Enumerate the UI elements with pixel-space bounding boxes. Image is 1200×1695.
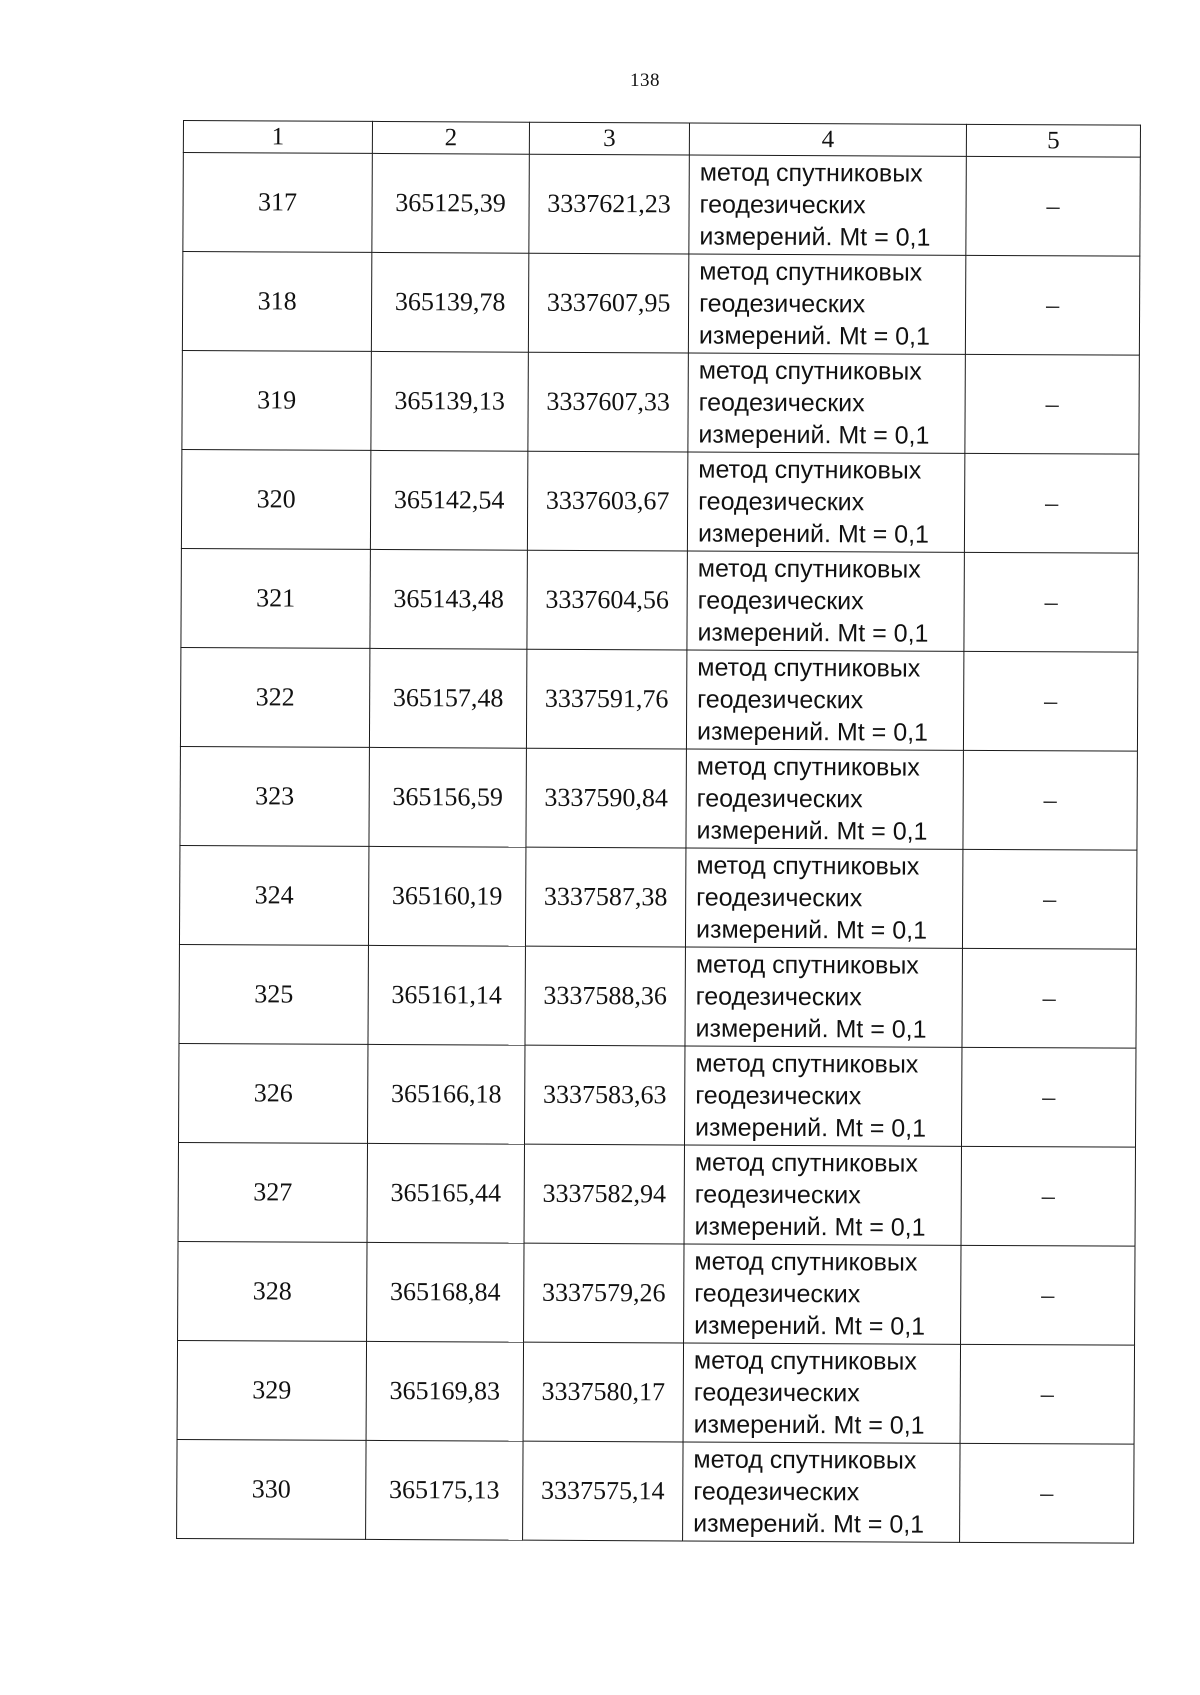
table-row xyxy=(178,1142,1135,1246)
coordinate-x-cell: 365161,14 xyxy=(368,945,525,1045)
method-line: метод спутниковых xyxy=(695,950,919,980)
coordinates-table xyxy=(176,120,1141,1544)
method-cell xyxy=(688,353,965,453)
column-header-3: 3 xyxy=(529,122,689,155)
method-line: измерений. Mt = 0,1 xyxy=(697,618,929,648)
method-line: геодезических xyxy=(694,1180,861,1210)
point-number-cell: 324 xyxy=(179,845,368,945)
coordinate-x-cell: 365142,54 xyxy=(370,450,527,550)
method-cell xyxy=(688,254,965,354)
note-cell: – xyxy=(960,1443,1134,1543)
point-number-cell: 330 xyxy=(177,1439,366,1539)
note-cell: – xyxy=(961,1146,1135,1246)
method-line: геодезических xyxy=(699,190,866,220)
table-row xyxy=(182,350,1139,454)
note-cell: – xyxy=(960,1344,1134,1444)
table-row xyxy=(179,845,1136,949)
method-line: метод спутниковых xyxy=(695,1049,919,1079)
note-cell: – xyxy=(963,651,1137,751)
note-cell: – xyxy=(965,255,1139,355)
method-line: метод спутниковых xyxy=(697,554,921,584)
method-line: геодезических xyxy=(695,1081,862,1111)
note-cell: – xyxy=(964,552,1138,652)
method-line: измерений. Mt = 0,1 xyxy=(696,717,929,747)
table-body xyxy=(177,153,1141,1544)
coordinate-y-cell: 3337607,33 xyxy=(528,352,688,452)
note-cell: – xyxy=(966,156,1140,256)
coordinate-y-cell: 3337607,95 xyxy=(528,253,688,353)
coordinate-y-cell: 3337621,23 xyxy=(529,154,689,254)
point-number-cell: 328 xyxy=(178,1241,367,1341)
note-cell: – xyxy=(961,1047,1135,1147)
column-header-4: 4 xyxy=(689,123,966,156)
table-row xyxy=(180,746,1137,850)
method-line: измерений. Mt = 0,1 xyxy=(694,1212,926,1242)
page-number: 138 xyxy=(630,70,660,91)
table-row xyxy=(179,1043,1136,1147)
method-line: измерений. Mt = 0,1 xyxy=(695,1014,927,1044)
point-number-cell: 320 xyxy=(181,449,370,549)
method-cell xyxy=(684,1145,961,1245)
point-number-cell: 321 xyxy=(181,548,370,648)
coordinate-x-cell: 365157,48 xyxy=(369,648,526,748)
method-line: метод спутниковых xyxy=(696,851,920,881)
note-cell: – xyxy=(962,849,1136,949)
method-line: метод спутниковых xyxy=(699,257,923,287)
method-cell xyxy=(689,155,966,255)
method-line: геодезических xyxy=(697,685,864,715)
point-number-cell: 318 xyxy=(182,252,371,352)
method-line: метод спутниковых xyxy=(693,1445,917,1475)
coordinate-y-cell: 3337580,17 xyxy=(523,1342,683,1442)
table-row xyxy=(179,944,1136,1048)
method-line: измерений. Mt = 0,1 xyxy=(698,420,930,450)
method-line: метод спутниковых xyxy=(699,158,923,188)
coordinate-x-cell: 365165,44 xyxy=(367,1143,524,1243)
note-cell: – xyxy=(961,1245,1135,1345)
method-line: геодезических xyxy=(698,487,865,517)
point-number-cell: 325 xyxy=(179,944,368,1044)
coordinate-x-cell: 365175,13 xyxy=(366,1440,523,1540)
table-row xyxy=(182,252,1139,356)
table-row xyxy=(183,153,1140,257)
note-cell: – xyxy=(962,948,1136,1048)
method-line: геодезических xyxy=(697,586,864,616)
method-cell xyxy=(684,1244,961,1344)
coordinate-y-cell: 3337587,38 xyxy=(525,847,685,947)
method-line: метод спутниковых xyxy=(697,653,921,683)
method-line: измерений. Mt = 0,1 xyxy=(695,915,928,945)
method-line: геодезических xyxy=(693,1477,860,1507)
coordinate-y-cell: 3337604,56 xyxy=(527,550,687,650)
coordinate-x-cell: 365166,18 xyxy=(368,1044,525,1144)
method-cell xyxy=(685,947,962,1047)
method-line: метод спутниковых xyxy=(694,1247,918,1277)
table-header-row xyxy=(183,121,1140,158)
method-cell xyxy=(687,551,964,651)
table-row xyxy=(180,647,1137,751)
method-cell xyxy=(685,848,962,948)
coordinate-y-cell: 3337603,67 xyxy=(527,451,687,551)
method-line: геодезических xyxy=(696,883,863,913)
coordinate-x-cell: 365139,13 xyxy=(371,351,528,451)
point-number-cell: 323 xyxy=(180,746,369,846)
method-line: измерений. Mt = 0,1 xyxy=(693,1509,925,1539)
coordinate-x-cell: 365139,78 xyxy=(371,252,528,352)
coordinate-y-cell: 3337591,76 xyxy=(526,649,686,749)
method-line: геодезических xyxy=(695,982,862,1012)
table-row xyxy=(181,449,1138,553)
method-cell xyxy=(683,1343,960,1443)
coordinate-y-cell: 3337583,63 xyxy=(524,1045,684,1145)
coordinates-table-container xyxy=(176,120,1140,1544)
column-header-1: 1 xyxy=(183,121,372,154)
method-line: метод спутниковых xyxy=(693,1346,917,1376)
method-line: метод спутниковых xyxy=(698,455,922,485)
note-cell: – xyxy=(963,750,1137,850)
method-line: метод спутниковых xyxy=(698,356,922,386)
method-line: измерений. Mt = 0,1 xyxy=(698,321,931,351)
coordinate-x-cell: 365168,84 xyxy=(367,1242,524,1342)
point-number-cell: 317 xyxy=(183,153,372,253)
method-line: измерений. Mt = 0,1 xyxy=(696,816,928,846)
method-line: измерений. Mt = 0,1 xyxy=(697,519,930,549)
coordinate-x-cell: 365125,39 xyxy=(372,153,529,253)
coordinate-x-cell: 365156,59 xyxy=(369,747,526,847)
method-cell xyxy=(684,1046,961,1146)
table-row xyxy=(181,548,1138,652)
method-line: метод спутниковых xyxy=(696,752,920,782)
coordinate-y-cell: 3337575,14 xyxy=(523,1441,683,1541)
method-line: измерений. Mt = 0,1 xyxy=(694,1311,926,1341)
point-number-cell: 326 xyxy=(179,1043,368,1143)
method-cell xyxy=(687,452,964,552)
table-row xyxy=(177,1340,1134,1444)
coordinate-x-cell: 365169,83 xyxy=(366,1341,523,1441)
note-cell: – xyxy=(965,354,1139,454)
coordinate-x-cell: 365160,19 xyxy=(368,846,525,946)
column-header-2: 2 xyxy=(372,121,529,154)
method-cell xyxy=(686,650,963,750)
method-line: геодезических xyxy=(699,289,866,319)
method-line: метод спутниковых xyxy=(694,1148,918,1178)
table-row xyxy=(177,1439,1134,1543)
method-line: геодезических xyxy=(698,388,865,418)
coordinate-y-cell: 3337579,26 xyxy=(524,1243,684,1343)
method-line: геодезических xyxy=(693,1378,860,1408)
point-number-cell: 329 xyxy=(177,1340,366,1440)
column-header-5: 5 xyxy=(966,124,1140,157)
method-line: геодезических xyxy=(696,784,863,814)
method-cell xyxy=(686,749,963,849)
coordinate-y-cell: 3337582,94 xyxy=(524,1144,684,1244)
method-line: геодезических xyxy=(694,1279,861,1309)
method-line: измерений. Mt = 0,1 xyxy=(693,1410,925,1440)
note-cell: – xyxy=(964,453,1138,553)
method-line: измерений. Mt = 0,1 xyxy=(699,222,931,252)
point-number-cell: 327 xyxy=(178,1142,367,1242)
method-line: измерений. Mt = 0,1 xyxy=(695,1113,927,1143)
coordinate-x-cell: 365143,48 xyxy=(370,549,527,649)
point-number-cell: 319 xyxy=(182,350,371,450)
point-number-cell: 322 xyxy=(180,647,369,747)
table-row xyxy=(178,1241,1135,1345)
coordinate-y-cell: 3337588,36 xyxy=(525,946,685,1046)
method-cell xyxy=(683,1442,960,1542)
coordinate-y-cell: 3337590,84 xyxy=(526,748,686,848)
